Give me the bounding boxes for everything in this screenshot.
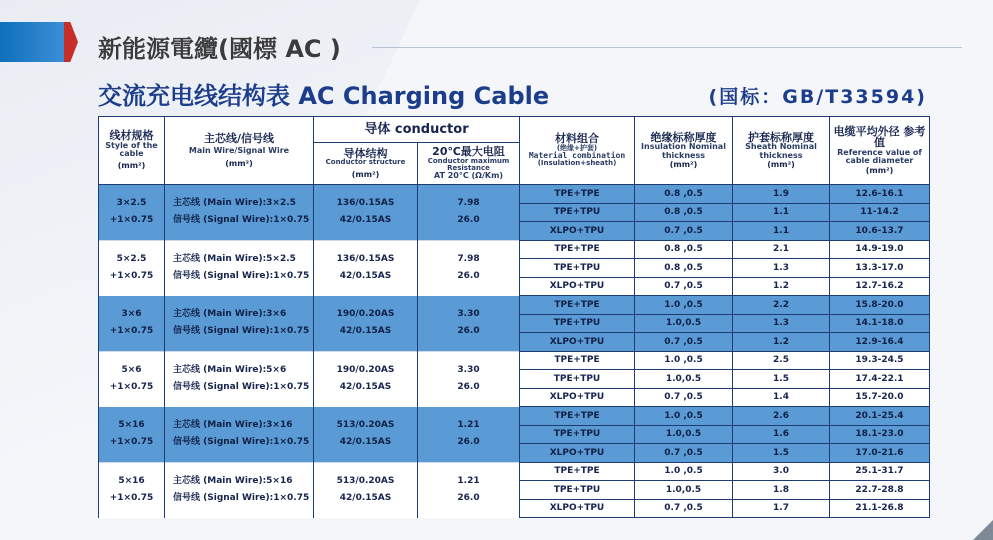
insulation-cell: 0.7 ,0.5: [635, 222, 733, 241]
insulation-cell: 0.7 ,0.5: [635, 388, 733, 407]
wire-cell: [165, 240, 314, 296]
main-wire-text: 主芯线 (Main Wire):5×16: [173, 475, 293, 486]
sheath-cell: 1.1: [733, 222, 830, 241]
sheath-cell: 1.8: [733, 481, 830, 500]
structure-text: 513/0.20AS: [336, 475, 395, 486]
spec-line: +1×0.75: [109, 493, 154, 503]
wire-cell: [165, 185, 314, 241]
structure-cell: [314, 351, 418, 407]
insulation-cell: 1.0 ,0.5: [635, 407, 733, 426]
insulation-cell: 0.7 ,0.5: [635, 333, 733, 352]
spec-line: +1×0.75: [109, 326, 154, 337]
resistance-cell: [418, 185, 520, 241]
structure-cell: [314, 240, 418, 296]
resistance-text: 7.98: [457, 253, 480, 264]
material-cell: XLPO+TPU: [520, 333, 635, 352]
main-wire-text: 主芯线 (Main Wire):5×2.5: [173, 253, 296, 264]
diameter-cell: 12.9-16.4: [830, 333, 930, 352]
sheath-cell: 1.9: [733, 185, 830, 204]
spec-line: 3×6: [121, 309, 142, 320]
resistance-text: 26.0: [457, 381, 480, 392]
insulation-cell: 1.0 ,0.5: [635, 296, 733, 315]
material-cell: TPE+TPE: [520, 351, 635, 370]
diameter-cell: 17.0-21.6: [830, 444, 930, 463]
diameter-cell: 12.7-16.2: [830, 277, 930, 296]
spec-cell: [99, 240, 165, 296]
material-cell: TPE+TPU: [520, 425, 635, 444]
material-cell: TPE+TPU: [520, 314, 635, 333]
diameter-cell: 20.1-25.4: [830, 407, 930, 426]
spec-line: 5×16: [118, 420, 145, 431]
table-row: [99, 351, 930, 370]
sheath-cell: 1.5: [733, 444, 830, 463]
resistance-text: 26.0: [457, 270, 480, 281]
resistance-text: 7.98: [457, 198, 480, 209]
resistance-cell: [418, 407, 520, 463]
material-cell: TPE+TPE: [520, 462, 635, 481]
main-wire-text: 主芯线 (Main Wire):3×6: [173, 309, 287, 320]
sheath-cell: 1.4: [733, 388, 830, 407]
table-row: [99, 240, 930, 259]
signal-wire-text: 信号线 (Signal Wire):1×0.75: [173, 493, 310, 503]
diameter-cell: 18.1-23.0: [830, 425, 930, 444]
insulation-cell: 0.8 ,0.5: [635, 259, 733, 278]
header-accent-bar: [0, 22, 64, 62]
spec-cell: [99, 351, 165, 407]
spec-line: 5×6: [121, 364, 142, 375]
material-cell: TPE+TPE: [520, 407, 635, 426]
table-row: [99, 296, 930, 315]
cable-spec-table: [98, 116, 930, 518]
spec-cell: [99, 462, 165, 518]
resistance-cell: [418, 462, 520, 518]
structure-cell: [314, 185, 418, 241]
table-row: [99, 407, 930, 426]
sheath-cell: 1.1: [733, 203, 830, 222]
resistance-text: 1.21: [457, 420, 480, 431]
resistance-cell: [418, 351, 520, 407]
col-header-diameter: 电缆平均外径 参考值 Reference value of cable diameter (mm²): [830, 117, 930, 185]
sheath-cell: 2.6: [733, 407, 830, 426]
resistance-text: 3.30: [457, 309, 480, 320]
diameter-cell: 15.8-20.0: [830, 296, 930, 315]
structure-text: 42/0.15AS: [339, 437, 392, 448]
spec-line: +1×0.75: [109, 270, 154, 281]
sheath-cell: 1.5: [733, 370, 830, 389]
sheath-cell: 2.5: [733, 351, 830, 370]
insulation-cell: 1.0,0.5: [635, 314, 733, 333]
structure-text: 513/0.20AS: [336, 420, 395, 431]
spec-line: +1×0.75: [109, 381, 154, 392]
material-cell: XLPO+TPU: [520, 388, 635, 407]
main-wire-text: 主芯线 (Main Wire):5×6: [173, 364, 287, 375]
sheath-cell: 1.2: [733, 277, 830, 296]
sheath-cell: 1.6: [733, 425, 830, 444]
signal-wire-text: 信号线 (Signal Wire):1×0.75: [173, 270, 310, 281]
material-cell: XLPO+TPU: [520, 222, 635, 241]
diameter-cell: 14.9-19.0: [830, 240, 930, 259]
table-row: [99, 185, 930, 204]
table-row: [99, 462, 930, 481]
structure-text: 42/0.15AS: [339, 326, 392, 337]
header-divider: [372, 47, 962, 48]
corner-decoration: [973, 520, 993, 540]
material-cell: TPE+TPU: [520, 370, 635, 389]
col-header-resistance: 20℃最大电阻 Conductor maximum Resistance AT 20°C (Ω/Km): [418, 143, 520, 185]
structure-cell: [314, 407, 418, 463]
insulation-cell: 0.7 ,0.5: [635, 499, 733, 518]
insulation-cell: 1.0,0.5: [635, 481, 733, 500]
spec-cell: [99, 185, 165, 241]
main-wire-text: 主芯线 (Main Wire):3×2.5: [173, 198, 296, 209]
wire-cell: [165, 351, 314, 407]
signal-wire-text: 信号线 (Signal Wire):1×0.75: [173, 215, 310, 226]
col-header-spec: 线材规格 Style of the cable (mm²): [99, 117, 165, 185]
insulation-cell: 0.8 ,0.5: [635, 185, 733, 204]
resistance-text: 26.0: [457, 326, 480, 337]
material-cell: TPE+TPE: [520, 185, 635, 204]
structure-text: 42/0.15AS: [339, 493, 392, 503]
structure-text: 136/0.15AS: [336, 253, 395, 264]
material-cell: TPE+TPU: [520, 259, 635, 278]
insulation-cell: 0.8 ,0.5: [635, 203, 733, 222]
resistance-text: 1.21: [457, 475, 480, 486]
spec-line: 3×2.5: [116, 198, 147, 209]
signal-wire-text: 信号线 (Signal Wire):1×0.75: [173, 326, 310, 337]
structure-text: 136/0.15AS: [336, 198, 395, 209]
sheath-cell: 2.1: [733, 240, 830, 259]
structure-text: 42/0.15AS: [339, 381, 392, 392]
col-header-insulation: 绝缘标称厚度 Insulation Nominal thickness (mm²): [635, 117, 733, 185]
wire-cell: [165, 296, 314, 352]
col-header-conductor: 导体 conductor: [314, 117, 520, 143]
insulation-cell: 1.0 ,0.5: [635, 351, 733, 370]
wire-cell: [165, 462, 314, 518]
spec-line: +1×0.75: [109, 437, 154, 448]
main-wire-text: 主芯线 (Main Wire):3×16: [173, 420, 293, 431]
sheath-cell: 3.0: [733, 462, 830, 481]
sheath-cell: 1.3: [733, 259, 830, 278]
material-cell: TPE+TPE: [520, 296, 635, 315]
signal-wire-text: 信号线 (Signal Wire):1×0.75: [173, 381, 310, 392]
spec-line: 5×16: [118, 475, 145, 486]
insulation-cell: 0.7 ,0.5: [635, 444, 733, 463]
material-cell: XLPO+TPU: [520, 277, 635, 296]
material-cell: TPE+TPU: [520, 481, 635, 500]
diameter-cell: 10.6-13.7: [830, 222, 930, 241]
sheath-cell: 2.2: [733, 296, 830, 315]
insulation-cell: 1.0,0.5: [635, 370, 733, 389]
diameter-cell: 19.3-24.5: [830, 351, 930, 370]
spec-cell: [99, 407, 165, 463]
diameter-cell: 17.4-22.1: [830, 370, 930, 389]
resistance-text: 26.0: [457, 215, 480, 226]
structure-cell: [314, 462, 418, 518]
col-header-structure: 导体结构 Conductor structure (mm²): [314, 143, 418, 185]
standard-label: (国标：GB/T33594): [708, 86, 927, 108]
table-title: 交流充电线结构表 AC Charging Cable: [98, 82, 550, 110]
sheath-cell: 1.7: [733, 499, 830, 518]
col-header-wire: 主芯线/信号线 Main Wire/Signal Wire (mm²): [165, 117, 314, 185]
spec-cell: [99, 296, 165, 352]
structure-text: 190/0.20AS: [336, 309, 395, 320]
diameter-cell: 14.1-18.0: [830, 314, 930, 333]
diameter-cell: 11-14.2: [830, 203, 930, 222]
insulation-cell: 0.7 ,0.5: [635, 277, 733, 296]
diameter-cell: 21.1-26.8: [830, 499, 930, 518]
diameter-cell: 13.3-17.0: [830, 259, 930, 278]
diameter-cell: 12.6-16.1: [830, 185, 930, 204]
diameter-cell: 15.7-20.0: [830, 388, 930, 407]
sheath-cell: 1.2: [733, 333, 830, 352]
resistance-cell: [418, 240, 520, 296]
material-cell: TPE+TPE: [520, 240, 635, 259]
resistance-text: 26.0: [457, 437, 480, 448]
structure-cell: [314, 296, 418, 352]
material-cell: XLPO+TPU: [520, 499, 635, 518]
page-title: 新能源電纜(國標 AC ): [98, 35, 341, 63]
resistance-text: 26.0: [457, 493, 480, 503]
structure-text: 190/0.20AS: [336, 364, 395, 375]
resistance-cell: [418, 296, 520, 352]
insulation-cell: 1.0 ,0.5: [635, 462, 733, 481]
diameter-cell: 25.1-31.7: [830, 462, 930, 481]
col-header-material: 材料组合 (绝缘+护套) Material combination (Insulation+sheath): [520, 117, 635, 185]
resistance-text: 3.30: [457, 364, 480, 375]
diameter-cell: 22.7-28.8: [830, 481, 930, 500]
signal-wire-text: 信号线 (Signal Wire):1×0.75: [173, 437, 310, 448]
col-header-sheath: 护套标称厚度 Sheath Nominal thickness (mm²): [733, 117, 830, 185]
wire-cell: [165, 407, 314, 463]
spec-line: +1×0.75: [109, 215, 154, 226]
structure-text: 42/0.15AS: [339, 270, 392, 281]
insulation-cell: 0.8 ,0.5: [635, 240, 733, 259]
insulation-cell: 1.0,0.5: [635, 425, 733, 444]
material-cell: XLPO+TPU: [520, 444, 635, 463]
sheath-cell: 1.3: [733, 314, 830, 333]
material-cell: TPE+TPU: [520, 203, 635, 222]
structure-text: 42/0.15AS: [339, 215, 392, 226]
spec-line: 5×2.5: [116, 253, 147, 264]
